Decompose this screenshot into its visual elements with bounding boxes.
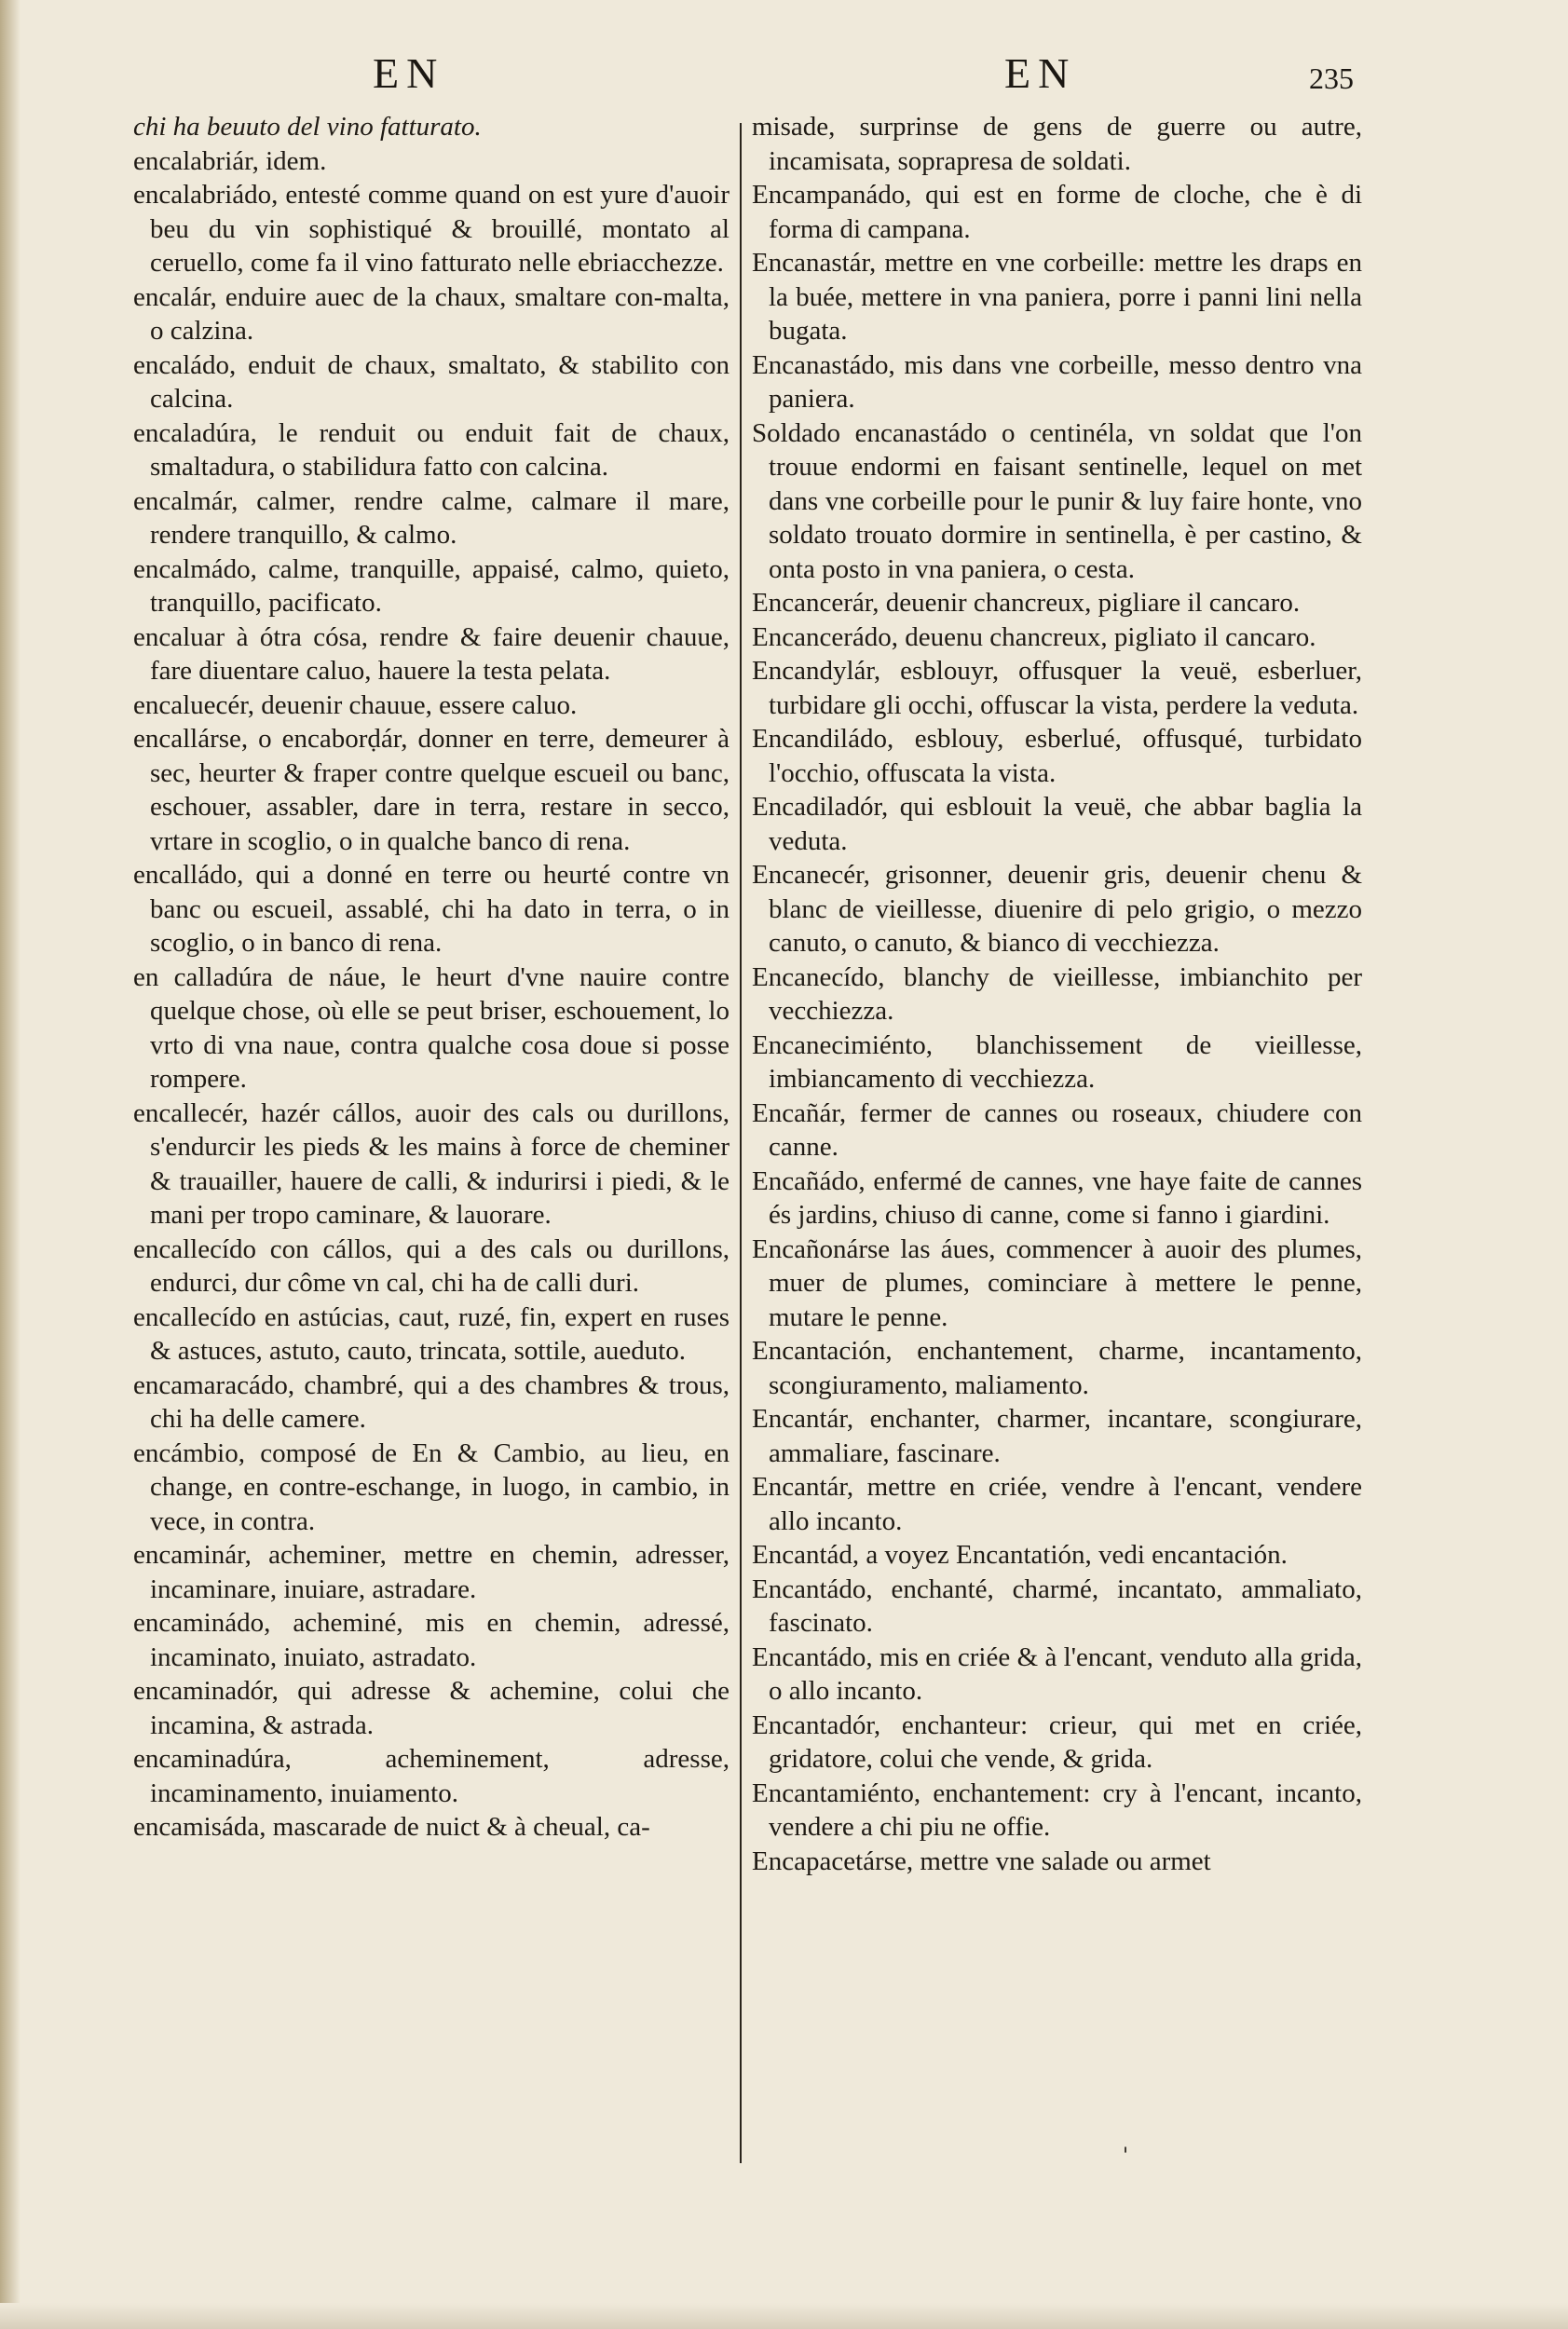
left-column (133, 110, 729, 1845)
entry: Encantád, a voyez Encantatión, vedi encantación. (752, 1540, 1288, 1570)
entry: encallárse, o encaborḍár, donner en terre, demeurer à sec, heurter & fraper contre quelque escueil ou banc, eschouer, assabler, dare in terra, restare in secco, vrtare in scoglio, o in qualche banco di rena. (133, 724, 729, 856)
entry: Encantádo, enchanté, charmé, incantato, ammaliato, fascinato. (752, 1573, 1362, 1638)
entry: encaminár, acheminer, mettre en chemin, adresser, incaminare, inuiare, astradare. (133, 1540, 729, 1604)
running-head-left: EN (373, 49, 445, 97)
entry: Encantádo, mis en criée & à l'encant, venduto alla grida, o allo incanto. (752, 1641, 1362, 1706)
entry: Encantamiénto, enchantement: cry à l'encant, incanto, vendere a chi piu ne offie. (752, 1777, 1362, 1842)
entry: Encañádo, enfermé de cannes, vne haye faite de cannes és jardins, chiuso di canne, come si fanno i giardini. (752, 1165, 1362, 1230)
entry: encalmár, calmer, rendre calme, calmare il mare, rendere tranquillo, & calmo. (133, 485, 729, 550)
entry: encamaracádo, chambré, qui a des chambres & trous, chi ha delle camere. (133, 1369, 729, 1434)
entry: encaluar à ótra cósa, rendre & faire deuenir chauue, fare diuentare caluo, hauere la testa pelata. (133, 621, 729, 686)
entry: Encapacetárse, mettre vne salade ou armet (752, 1845, 1211, 1876)
entry: encámbio, composé de En & Cambio, au lieu, en change, en contre-eschange, in luogo, in cambio, in vece, in contra. (133, 1437, 729, 1536)
entry: Encantación, enchantement, charme, incantamento, scongiuramento, maliamento. (752, 1336, 1362, 1400)
entry: misade, surprinse de gens de guerre ou autre, incamisata, soprapresa de soldati. (752, 112, 1362, 176)
entry: encamisáda, mascarade de nuict & à cheual, ca- (133, 1812, 650, 1842)
entry: encalabriár, idem. (133, 145, 327, 176)
entry: encaluecér, deuenir chauue, essere caluo. (133, 689, 578, 720)
entry: Encantadór, enchanteur: crieur, qui met en criée, gridatore, colui che vende, & grida. (752, 1709, 1362, 1774)
right-column (752, 110, 1362, 1878)
entry: encaládo, enduit de chaux, smaltato, & stabilito con calcina. (133, 349, 729, 414)
page-bottom-edge (0, 2303, 1568, 2329)
entry: Encantár, mettre en criée, vendre à l'encant, vendere allo incanto. (752, 1472, 1362, 1536)
entry: Encanecído, blanchy de vieillesse, imbianchito per vecchiezza. (752, 961, 1362, 1026)
entry: encallecído en astúcias, caut, ruzé, fin, expert en ruses & astuces, astuto, cauto, trincata, sottile, aueduto. (133, 1301, 729, 1366)
running-head-right: EN (1004, 49, 1077, 97)
entry: encaminádo, acheminé, mis en chemin, adressé, incaminato, inuiato, astradato. (133, 1608, 729, 1672)
entry: Encanastár, mettre en vne corbeille: mettre les draps en la buée, mettere in vna paniera, porre i panni lini nella bugata. (752, 248, 1362, 346)
entry: encalár, enduire auec de la chaux, smaltare con-malta, o calzina. (133, 281, 729, 346)
entry: Encañonárse las áues, commencer à auoir des plumes, muer de plumes, cominciare à mettere le penne, mutare le penne. (752, 1233, 1362, 1332)
entry: Encancerádo, deuenu chancreux, pigliato il cancaro. (752, 621, 1316, 652)
entry: Encanecér, grisonner, deuenir gris, deuenir chenu & blanc de vieillesse, diuenire di pelo grigio, o mezzo canuto, o canuto, & bianco di vecchiezza. (752, 860, 1362, 958)
entry: encaladúra, le renduit ou enduit fait de chaux, smaltadura, o stabilidura fatto con calcina. (133, 417, 729, 482)
entry: Encandiládo, esblouy, esberlué, offusqué, turbidato l'occhio, offuscata la vista. (752, 724, 1362, 788)
signature-mark: ' (1123, 2145, 1129, 2168)
binding-edge (0, 0, 20, 2329)
entry: Encañár, fermer de cannes ou roseaux, chiudere con canne. (752, 1097, 1362, 1162)
entry: en calladúra de náue, le heurt d'vne nauire contre quelque chose, où elle se peut briser, eschouement, lo vrto di vna naue, contra qualche cosa doue si posse rompere. (133, 961, 729, 1094)
entry: encalmádo, calme, tranquille, appaisé, calmo, quieto, tranquillo, pacificato. (133, 553, 729, 618)
entry: Encandylár, esblouyr, offusquer la veuë, esberluer, turbidare gli occhi, offuscar la vista, perdere la veduta. (752, 656, 1362, 720)
entry: Encanecimiénto, blanchissement de vieillesse, imbiancamento di vecchiezza. (752, 1029, 1362, 1094)
entry: encallecér, hazér cállos, auoir des cals ou durillons, s'endurcir les pieds & les mains à force de cheminer & trauailler, hauere de calli, & indurirsi i piedi, & le mani per tropo caminare, & lauorare. (133, 1097, 729, 1230)
entry: Encantár, enchanter, charmer, incantare, scongiurare, ammaliare, fascinare. (752, 1404, 1362, 1468)
entry: Soldado encanastádo o centinéla, vn soldat que l'on trouue endormi en faisant sentinelle, lequel on met dans vne corbeille pour le punir & luy faire honte, vno soldato trouato dormire in sentinella, è per castino, & onta posto in vna paniera, o cesta. (752, 417, 1362, 584)
column-divider (740, 123, 742, 2163)
entry: chi ha beuuto del vino fatturato. (133, 112, 482, 142)
page-number: 235 (1309, 61, 1354, 95)
entry: encalládo, qui a donné en terre ou heurté contre vn banc ou escueil, assablé, chi ha dato in terra, o in scoglio, o in banco di rena. (133, 860, 729, 958)
entry: Encancerár, deuenir chancreux, pigliare il cancaro. (752, 588, 1301, 618)
entry: encaminadúra, acheminement, adresse, incaminamento, inuiamento. (133, 1744, 729, 1808)
entry: Encanastádo, mis dans vne corbeille, messo dentro vna paniera. (752, 349, 1362, 414)
entry: Encampanádo, qui est en forme de cloche, che è di forma di campana. (752, 180, 1362, 244)
entry: encalabriádo, entesté comme quand on est yure d'auoir beu du vin sophistiqué & brouillé, montato al ceruello, come fa il vino fatturato nelle ebriacchezze. (133, 180, 729, 278)
entry: encaminadór, qui adresse & achemine, colui che incamina, & astrada. (133, 1676, 729, 1740)
entry: Encadiladór, qui esblouit la veuë, che abbar baglia la veduta. (752, 792, 1362, 856)
entry: encallecído con cállos, qui a des cals ou durillons, endurci, dur côme vn cal, chi ha de calli duri. (133, 1233, 729, 1298)
